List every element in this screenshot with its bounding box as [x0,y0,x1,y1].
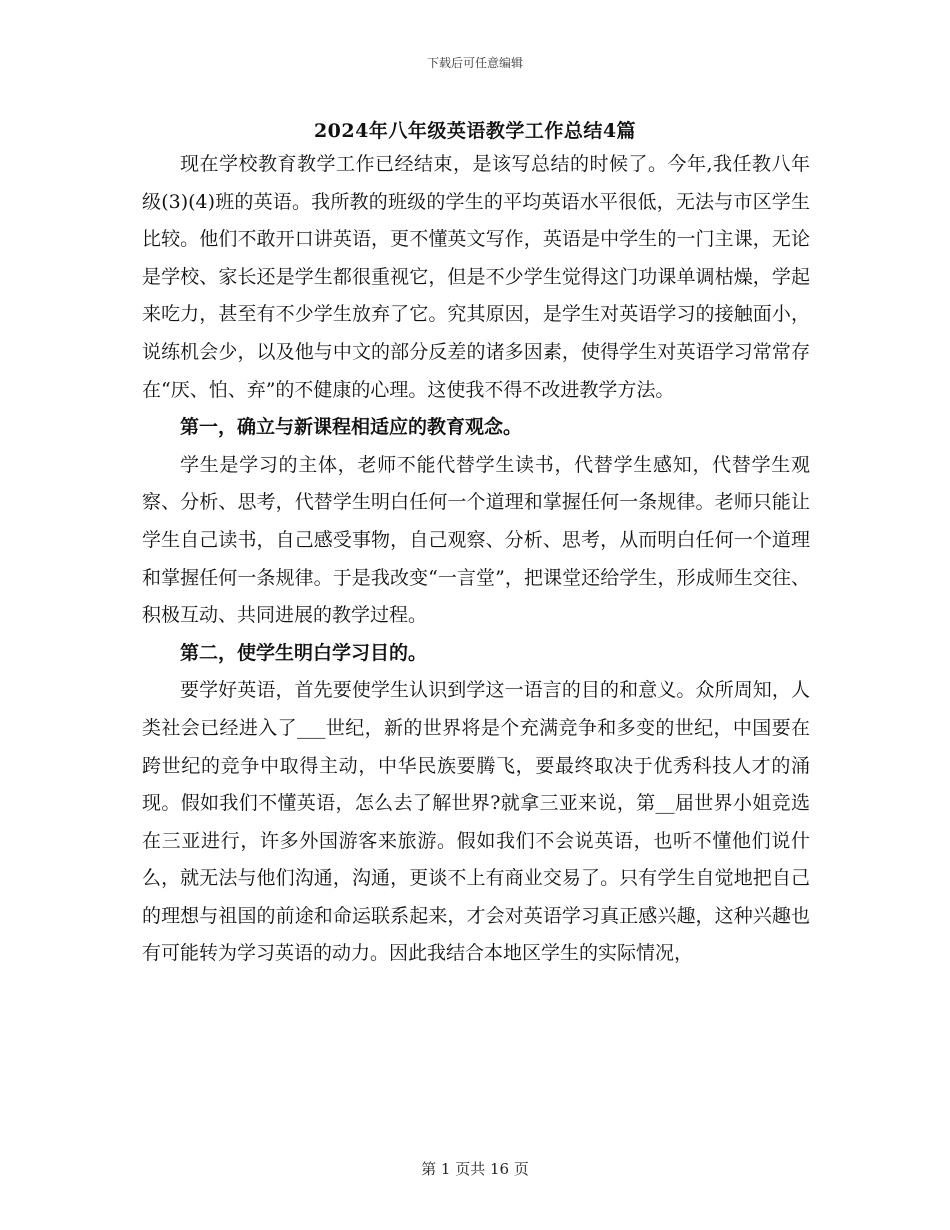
document-title: 2024年八年级英语教学工作总结4篇 [313,120,637,142]
page-number-footer: 第 1 页共 16 页 [421,1160,529,1178]
section-2-paragraph: 要学好英语，首先要使学生认识到学这一语言的目的和意义。众所周知，人类社会已经进入了___世纪，新的世界将是个充满竞争和多变的世纪，中国要在跨世纪的竞争中取得主动，中华民族要腾飞，要最终取决于优秀科技人才的涌现。假如我们不懂英语，怎么去了解世界?就拿三亚来说，第__届世界小姐竞选在三亚进行，许多外国游客来旅游。假如我们不会说英语，也听不懂他们说什么，就无法与他们沟通，沟通，更谈不上有商业交易了。只有学生自觉地把自己的理想与祖国的前途和命运联系起来，才会对英语学习真正感兴趣，这种兴趣也有可能转为学习英语的动力。因此我结合本地区学生的实际情况， [142,679,810,965]
section-heading-2: 第二，使学生明白学习目的。 [180,641,428,664]
section-heading-1: 第一，确立与新课程相适应的教育观念。 [180,416,523,439]
page-header-note: 下载后可任意编辑 [426,56,523,70]
document-body [142,146,810,973]
intro-paragraph: 现在学校教育教学工作已经结束，是该写总结的时候了。今年,我任教八年级(3)(4)班的英语。我所教的班级的学生的平均英语水平很低，无法与市区学生比较。他们不敢开口讲英语，更不懂英文写作，英语是中学生的一门主课，无论是学校、家长还是学生都很重视它，但是不少学生觉得这门功课单调枯燥，学起来吃力，甚至有不少学生放弃了它。究其原因，是学生对英语学习的接触面小，说练机会少，以及他与中文的部分反差的诸多因素，使得学生对英语学习常常存在“厌、怕、弃”的不健康的心理。这使我不得不改进教学方法。 [142,153,810,401]
section-1-paragraph: 学生是学习的主体，老师不能代替学生读书，代替学生感知，代替学生观察、分析、思考，代替学生明白任何一个道理和掌握任何一条规律。老师只能让学生自己读书，自己感受事物，自己观察、分析、思考，从而明白任何一个道理和掌握任何一条规律。于是我改变“一言堂”，把课堂还给学生，形成师生交往、积极互动、共同进展的教学过程。 [142,453,810,627]
